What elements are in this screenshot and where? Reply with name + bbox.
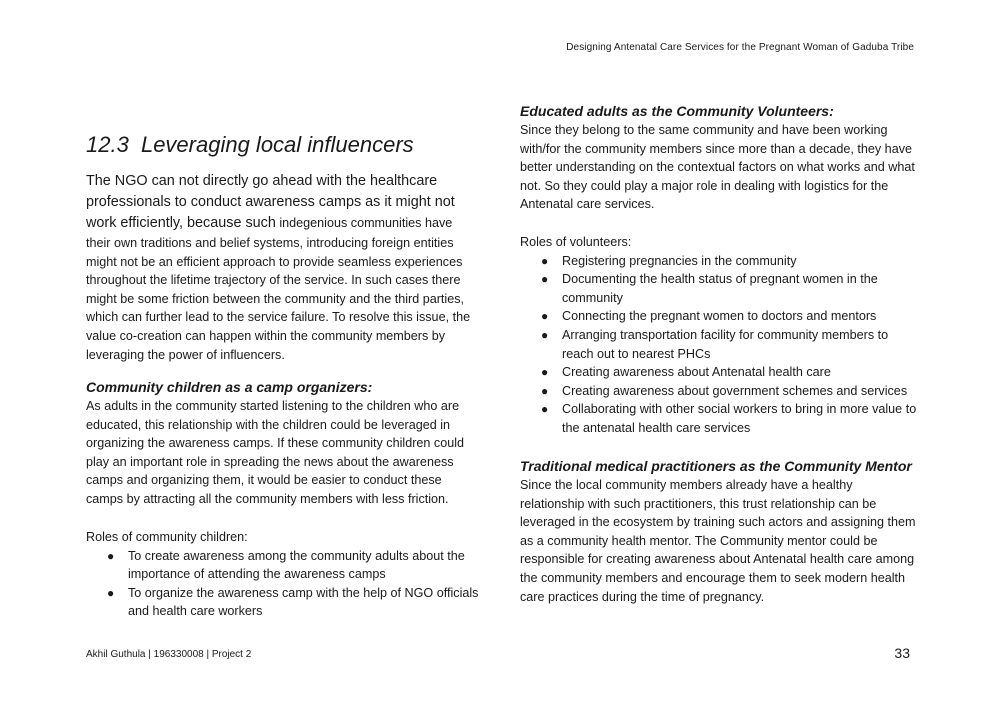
volunteers-roles-list	[520, 252, 918, 438]
bullet-icon: ●	[107, 548, 115, 563]
children-heading: Community children as a camp organizers:	[86, 379, 373, 395]
list-item: ● To organize the awareness camp with the help of NGO officials and health care workers	[107, 585, 479, 619]
list-item: ● Creating awareness about Antenatal health care	[562, 363, 918, 382]
footer-author-line: Akhil Guthula | 196330008 | Project 2	[86, 649, 252, 660]
volunteers-heading: Educated adults as the Community Volunteers:	[520, 103, 834, 119]
mentor-section	[520, 456, 918, 606]
children-roles-list	[86, 547, 480, 621]
list-item: ● Registering pregnancies in the community	[562, 252, 918, 271]
list-item: ● Documenting the health status of pregnant women in the community	[541, 272, 878, 305]
bullet-icon: ●	[541, 253, 549, 268]
list-item: ● Creating awareness about government schemes and services	[562, 382, 918, 401]
children-roles-section	[86, 528, 480, 621]
list-item: ● Connecting the pregnant women to doctors and mentors	[562, 307, 918, 326]
children-roles-label: Roles of community children:	[86, 530, 248, 544]
intro-lead: The NGO can not directly go ahead with the healthcare professionals to conduct awareness camps as it might not work efficiently, because such	[86, 173, 455, 231]
bullet-icon: ●	[541, 327, 549, 342]
list-item: ● Collaborating with other social workers to bring in more value to the antenatal health care services	[541, 402, 917, 435]
bullet-icon: ●	[107, 585, 115, 600]
bullet-icon: ●	[541, 272, 549, 287]
page-number: 33	[894, 645, 910, 661]
volunteers-body: Since they belong to the same community and have been working with/for the community members since more than a decade, they have better understanding on the contextual factors on what works and what not. So they could play a major role in dealing with logistics for the Antenatal care services.	[520, 123, 915, 212]
intro-rest: indegenious communities have their own traditions and belief systems, introducing foreign entities might not be an efficient approach to provide seamless experiences throughout the lifetime trajectory of the service. In such cases there might be some friction between the community and the third parties, which can further lead to the service failure. To resolve this issue, the value co-creation can happen within the community members by leveraging the power of influencers.	[86, 216, 471, 362]
children-section	[86, 377, 480, 509]
list-item: ● Arranging transportation facility for community members to reach out to nearest PHCs	[541, 327, 889, 361]
intro-paragraph	[86, 171, 480, 364]
volunteers-roles-label: Roles of volunteers:	[520, 235, 632, 249]
bullet-icon: ●	[541, 402, 549, 417]
mentor-heading: Traditional medical practitioners as the Community Mentor	[520, 458, 912, 474]
section-heading	[86, 132, 414, 158]
mentor-body: Since the local community members already have a healthy relationship with such practitioners, this trust relationship can be leveraged in the ecosystem by training such actors and assigning them as a community health mentor. The Community mentor could be responsible for creating awareness about Antenatal health care among the community members and encourage them to seek modern health care practices during the time of pregnancy.	[520, 478, 916, 604]
bullet-icon: ●	[541, 309, 549, 324]
volunteers-section	[520, 101, 918, 214]
section-number: 12.3	[86, 132, 129, 157]
bullet-icon: ●	[541, 365, 549, 380]
running-header: Designing Antenatal Care Services for the Pregnant Woman of Gaduba Tribe	[566, 42, 914, 53]
list-item: ● To create awareness among the community adults about the importance of attending the awareness camps	[107, 548, 465, 582]
section-title: Leveraging local influencers	[140, 132, 414, 157]
volunteers-roles-section	[520, 233, 918, 438]
bullet-icon: ●	[541, 383, 549, 398]
children-body: As adults in the community started listening to the children who are educated, this relationship with the children could be leveraged in organizing the awareness camps. If these community children could play an important role in spreading the news about the awareness camps and organizing them, it would be easier to conduct these camps by attracting all the community members with less friction.	[86, 399, 465, 506]
